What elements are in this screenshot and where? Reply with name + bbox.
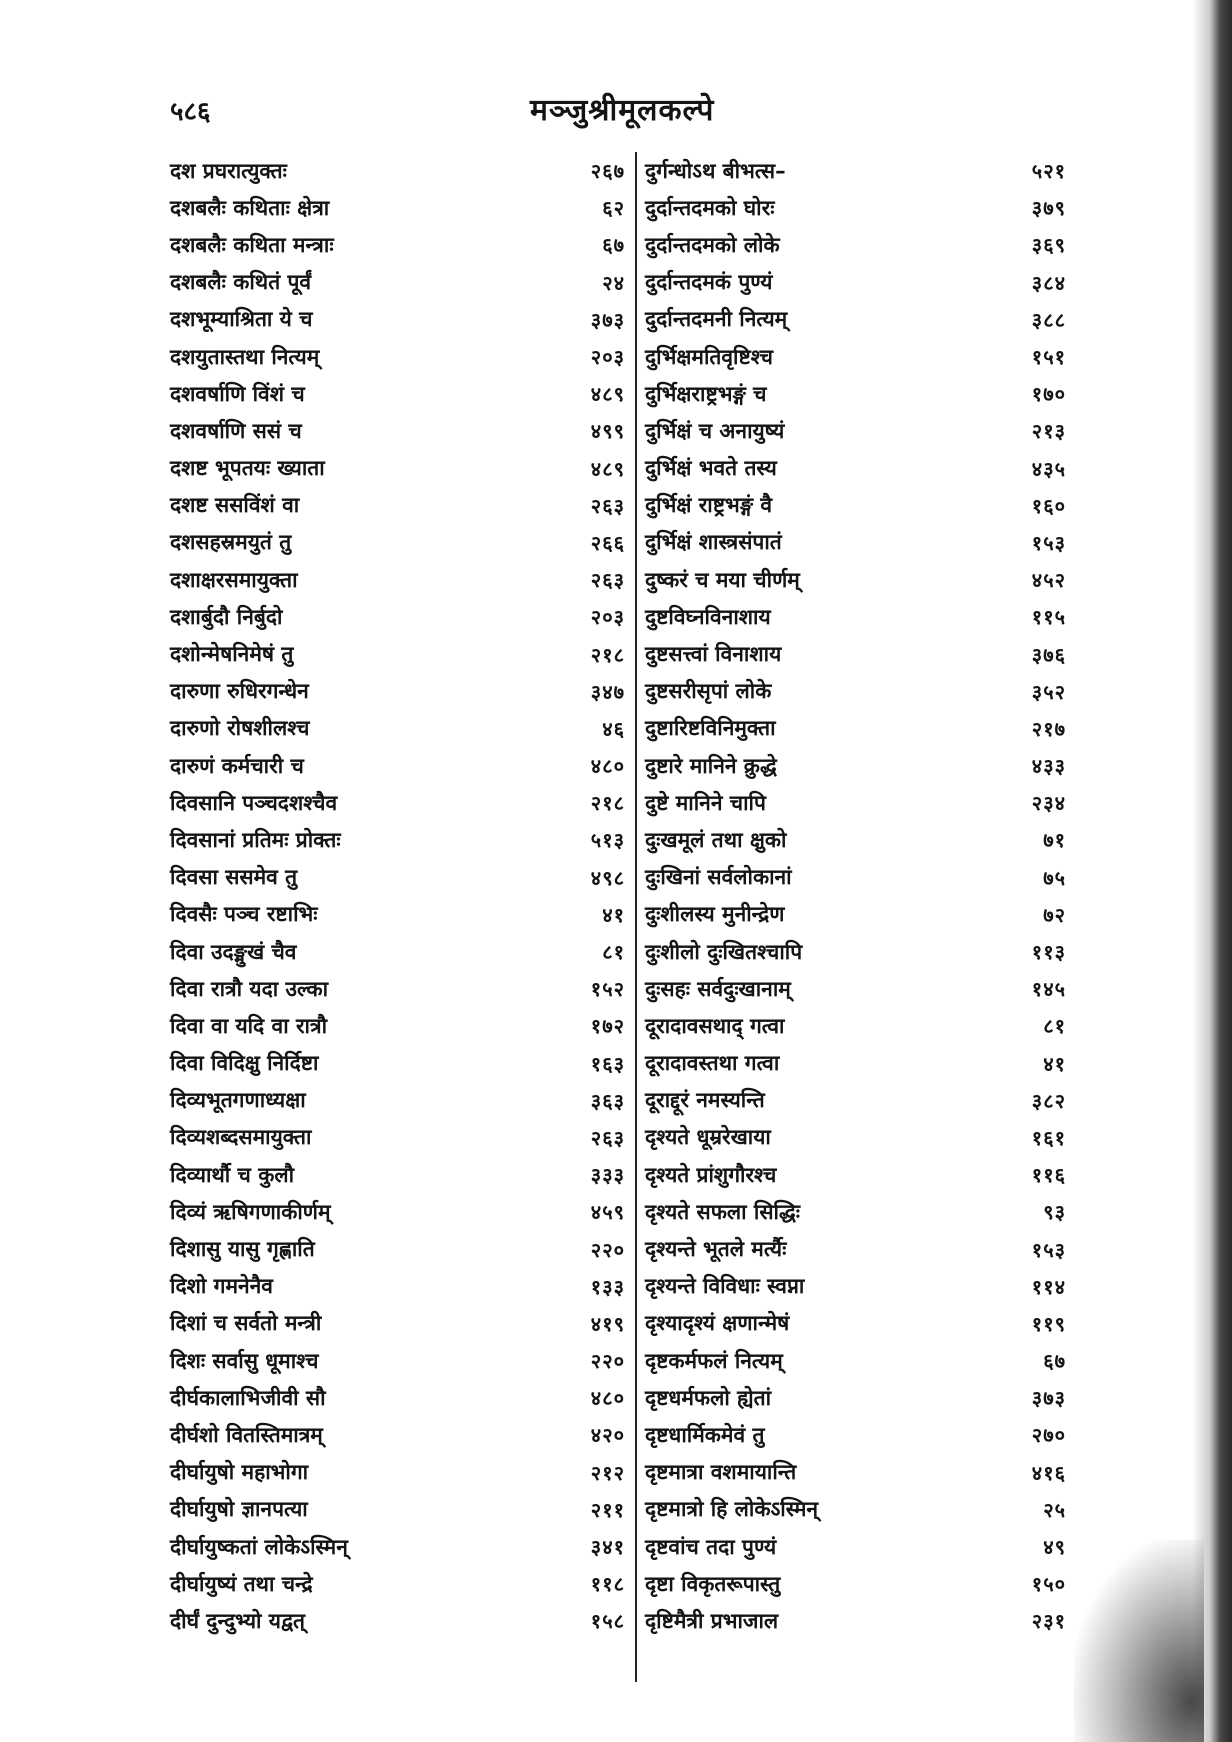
index-entry: [645, 226, 1070, 263]
page-reference: १७२: [590, 1014, 625, 1039]
page-reference: ६२: [602, 196, 625, 221]
page-reference: ५१३: [590, 828, 625, 853]
page-reference: ३८२: [1031, 1088, 1066, 1113]
page-reference: २४: [602, 270, 625, 295]
page-header: [170, 92, 1050, 132]
verse-text: दिवसानि पञ्चदशश्चैव: [170, 790, 338, 815]
verse-text: दिवा उदङ्मुखं चैव: [170, 939, 297, 964]
index-entry: [645, 1602, 1070, 1639]
page-reference: ३८८: [1031, 307, 1066, 332]
page-reference: ४२०: [590, 1423, 625, 1448]
index-entry: [170, 1156, 625, 1193]
index-entry: [170, 970, 625, 1007]
verse-text: दिशो गमनेनैव: [170, 1274, 273, 1299]
verse-text: दशवर्षाणि विंशं च: [170, 381, 305, 406]
index-entry: [170, 189, 625, 226]
verse-text: दिशासु यासु गृह्णाति: [170, 1237, 315, 1262]
index-entry: [645, 635, 1070, 672]
index-entry: [170, 1602, 625, 1639]
page-reference: ४१: [1043, 1051, 1066, 1076]
index-entry: [170, 226, 625, 263]
index-entry: [170, 524, 625, 561]
verse-text: दुष्टसत्त्वां विनाशाय: [645, 642, 782, 667]
page-reference: ३४७: [590, 679, 625, 704]
verse-text: दुष्करं च मया चीर्णम्: [645, 567, 800, 592]
verse-text: दुर्दान्तदमकं पुण्यं: [645, 270, 773, 295]
column-divider: [635, 152, 637, 1682]
page-reference: ४५९: [590, 1200, 625, 1225]
page-reference: ३७६: [1031, 642, 1066, 667]
page-reference: २३४: [1031, 791, 1066, 816]
page-reference: ४८०: [590, 754, 625, 779]
page-reference: १६०: [1031, 493, 1066, 518]
index-right-column: [645, 152, 1070, 1640]
index-entry: [170, 710, 625, 747]
verse-text: दृष्टमात्रो हि लोकेऽस्मिन्: [645, 1497, 819, 1522]
page-reference: ११६: [1031, 1163, 1066, 1188]
page-reference: २१७: [1031, 716, 1066, 741]
page-reference: २१३: [1031, 419, 1066, 444]
index-entry: [170, 1119, 625, 1156]
page-reference: ४३५: [1031, 456, 1066, 481]
verse-text: दिव्यशब्दसमायुक्ता: [170, 1125, 312, 1150]
index-entry: [170, 375, 625, 412]
index-entry: [645, 1416, 1070, 1453]
page-number: ५८६: [170, 97, 211, 127]
page-reference: १५३: [1031, 530, 1066, 555]
index-entry: [170, 1379, 625, 1416]
page-reference: ४३३: [1031, 754, 1066, 779]
page-reference: ५२१: [1031, 159, 1066, 184]
page-reference: ४८०: [590, 1386, 625, 1411]
page-reference: १५२: [590, 977, 625, 1002]
index-entry: [645, 1119, 1070, 1156]
verse-text: दीर्घायुषो ज्ञानपत्या: [170, 1497, 308, 1522]
verse-text: दिवसानां प्रतिमः प्रोक्तः: [170, 827, 341, 852]
index-entry: [645, 487, 1070, 524]
verse-text: दुर्भिक्षं राष्ट्रभङ्गं वै: [645, 493, 773, 518]
page-reference: २०३: [590, 345, 625, 370]
page-reference: ३६३: [590, 1088, 625, 1113]
index-entry: [170, 264, 625, 301]
index-entry: [645, 1045, 1070, 1082]
verse-text: दृष्टवांच तदा पुण्यं: [645, 1534, 777, 1559]
page-reference: ९३: [1043, 1200, 1066, 1225]
page-reference: २२०: [590, 1237, 625, 1262]
page-edge-shadow: [1192, 0, 1232, 1742]
verse-text: दुष्टारिष्टविनिमुक्ता: [645, 716, 776, 741]
index-entry: [645, 710, 1070, 747]
verse-text: दृष्टधार्मिकमेवं तु: [645, 1422, 765, 1447]
verse-text: दशयुतास्तथा नित्यम्: [170, 344, 320, 369]
verse-text: दुर्दान्तदमनी नित्यम्: [645, 307, 788, 332]
verse-text: दशबलैः कथिताः क्षेत्रा: [170, 195, 330, 220]
page-reference: २११: [590, 1497, 625, 1522]
page-reference: १५८: [590, 1609, 625, 1634]
verse-index: [170, 152, 1070, 1682]
verse-text: दशाक्षरसमायुक्ता: [170, 567, 298, 592]
verse-text: दुष्टारे मानिने क्रुद्धे: [645, 753, 777, 778]
page-reference: ४९: [1043, 1535, 1066, 1560]
verse-text: दृश्यते प्रांशुगौरश्च: [645, 1162, 777, 1187]
verse-text: दशष्ट ससविंशं वा: [170, 493, 300, 518]
verse-text: दुःसहः सर्वदुःखानाम्: [645, 976, 791, 1001]
page-reference: ४८९: [590, 382, 625, 407]
page-reference: १६१: [1031, 1125, 1066, 1150]
page-reference: ६७: [1043, 1349, 1066, 1374]
index-entry: [645, 301, 1070, 338]
verse-text: दश प्रघरात्युक्तः: [170, 158, 287, 183]
page-reference: ८१: [602, 940, 625, 965]
verse-text: दूरादावस्तथा गत्वा: [645, 1051, 780, 1076]
verse-text: दिव्यभूतगणाध्यक्षा: [170, 1088, 306, 1113]
index-entry: [645, 264, 1070, 301]
verse-text: दुर्भिक्षं भवते तस्य: [645, 456, 777, 481]
index-entry: [170, 1528, 625, 1565]
verse-text: दृष्टिमैत्री प्रभाजाल: [645, 1608, 779, 1633]
index-entry: [645, 1305, 1070, 1342]
page-reference: ३६९: [1031, 233, 1066, 258]
index-entry: [170, 1230, 625, 1267]
index-entry: [645, 970, 1070, 1007]
page-reference: १५३: [1031, 1237, 1066, 1262]
index-entry: [645, 747, 1070, 784]
page-reference: ४१: [602, 902, 625, 927]
page-reference: २६३: [590, 568, 625, 593]
page-reference: ७५: [1043, 865, 1066, 890]
index-entry: [645, 821, 1070, 858]
verse-text: दीर्घकालाभिजीवी सौ: [170, 1385, 326, 1410]
page-reference: ११८: [590, 1572, 625, 1597]
index-entry: [170, 1305, 625, 1342]
index-entry: [170, 859, 625, 896]
verse-text: दशबलैः कथितं पूर्वं: [170, 270, 312, 295]
page-reference: ३८४: [1031, 270, 1066, 295]
index-entry: [170, 784, 625, 821]
index-entry: [645, 1268, 1070, 1305]
page-reference: ११४: [1031, 1274, 1066, 1299]
index-entry: [645, 1379, 1070, 1416]
page-reference: ११५: [1031, 605, 1066, 630]
index-entry: [170, 1007, 625, 1044]
index-entry: [645, 784, 1070, 821]
page-reference: ३७९: [1031, 196, 1066, 221]
verse-text: दुर्दान्तदमको घोरः: [645, 195, 775, 220]
index-entry: [170, 673, 625, 710]
index-entry: [170, 896, 625, 933]
index-entry: [645, 1007, 1070, 1044]
page-reference: १५१: [1031, 345, 1066, 370]
verse-text: दृष्टमात्रा वशमायान्ति: [645, 1460, 797, 1485]
index-left-column: [170, 152, 625, 1640]
verse-text: दशोन्मेषनिमेषं तु: [170, 642, 294, 667]
index-entry: [170, 450, 625, 487]
verse-text: दिवा वा यदि वा रात्रौ: [170, 1013, 328, 1038]
index-entry: [170, 561, 625, 598]
index-entry: [645, 189, 1070, 226]
verse-text: दुर्भिक्षं च अनायुष्यं: [645, 418, 785, 443]
index-entry: [645, 933, 1070, 970]
page-reference: ३३३: [590, 1163, 625, 1188]
verse-text: दुःशीलो दुःखितश्चापि: [645, 939, 803, 964]
verse-text: दुष्टे मानिने चापि: [645, 790, 766, 815]
index-entry: [170, 1565, 625, 1602]
index-entry: [645, 338, 1070, 375]
verse-text: दीर्घायुष्कतां लोकेऽस्मिन्: [170, 1534, 348, 1559]
page-reference: २७०: [1031, 1423, 1066, 1448]
verse-text: दुर्भिक्षं शास्त्रसंपातं: [645, 530, 782, 555]
verse-text: दुष्टविघ्नविनाशाय: [645, 604, 771, 629]
verse-text: दुःखिनां सर्वलोकानां: [645, 865, 792, 890]
verse-text: दुर्भिक्षराष्ट्रभङ्गं च: [645, 381, 767, 406]
index-entry: [645, 1528, 1070, 1565]
index-entry: [645, 859, 1070, 896]
index-entry: [170, 635, 625, 672]
index-entry: [170, 152, 625, 189]
page-reference: ११३: [1031, 940, 1066, 965]
index-entry: [170, 412, 625, 449]
index-entry: [170, 821, 625, 858]
verse-text: दारुणं कर्मचारी च: [170, 753, 304, 778]
index-entry: [170, 1082, 625, 1119]
verse-text: दीर्घं दुन्दुभ्यो यद्वत्: [170, 1608, 305, 1633]
index-entry: [170, 338, 625, 375]
index-entry: [170, 933, 625, 970]
page-reference: २६३: [590, 493, 625, 518]
verse-text: दृश्यते धूम्ररेखाया: [645, 1125, 771, 1150]
verse-text: दारुणो रोषशीलश्च: [170, 716, 310, 741]
index-entry: [170, 598, 625, 635]
index-entry: [170, 1416, 625, 1453]
index-entry: [645, 1082, 1070, 1119]
page-reference: २३१: [1031, 1609, 1066, 1634]
verse-text: दिशः सर्वासु धूमाश्च: [170, 1348, 319, 1373]
verse-text: दुष्टसरीसृपां लोके: [645, 679, 772, 704]
verse-text: दशष्ट भूपतयः ख्याता: [170, 456, 325, 481]
verse-text: दीर्घायुषो महाभोगा: [170, 1460, 309, 1485]
index-entry: [645, 1193, 1070, 1230]
verse-text: दिवसैः पञ्च रष्टाभिः: [170, 902, 318, 927]
page-reference: ८१: [1043, 1014, 1066, 1039]
verse-text: दृश्यादृश्यं क्षणान्मेषं: [645, 1311, 790, 1336]
index-entry: [645, 598, 1070, 635]
verse-text: दूरादावसथाद् गत्वा: [645, 1013, 785, 1038]
verse-text: दीर्घशो वितस्तिमात्रम्: [170, 1422, 323, 1447]
verse-text: दिशां च सर्वतो मन्त्री: [170, 1311, 322, 1336]
scan-corner-shadow: [1074, 1540, 1204, 1742]
index-entry: [170, 1342, 625, 1379]
verse-text: दशवर्षाणि ससं च: [170, 418, 302, 443]
verse-text: दुर्गन्धोऽथ बीभत्स–: [645, 158, 786, 183]
index-entry: [645, 1454, 1070, 1491]
index-entry: [645, 524, 1070, 561]
page-reference: १४५: [1031, 977, 1066, 1002]
index-entry: [645, 1565, 1070, 1602]
verse-text: दुर्दान्तदमको लोके: [645, 232, 780, 257]
page-reference: ६७: [602, 233, 625, 258]
page-reference: ४९८: [590, 865, 625, 890]
page-reference: २६७: [590, 159, 625, 184]
verse-text: दृश्यन्ते विविधाः स्वप्ना: [645, 1274, 805, 1299]
page-reference: ११९: [1031, 1311, 1066, 1336]
page-reference: २६३: [590, 1125, 625, 1150]
page-reference: २१८: [590, 791, 625, 816]
index-entry: [170, 1193, 625, 1230]
page-reference: ३५२: [1031, 679, 1066, 704]
verse-text: दशबलैः कथिता मन्त्राः: [170, 232, 334, 257]
index-entry: [170, 1454, 625, 1491]
verse-text: दृष्टधर्मफलो ह्येतां: [645, 1385, 772, 1410]
verse-text: दृष्टा विकृतरूपास्तु: [645, 1571, 781, 1596]
page-reference: २१८: [590, 642, 625, 667]
verse-text: दिवा रात्रौ यदा उल्का: [170, 976, 329, 1001]
running-title: मञ्जुश्रीमूलकल्पे: [530, 93, 715, 128]
verse-text: दृष्टकर्मफलं नित्यम्: [645, 1348, 783, 1373]
index-entry: [645, 561, 1070, 598]
verse-text: दारुणा रुधिरगन्धेन: [170, 679, 309, 704]
verse-text: दृश्यते सफला सिद्धिः: [645, 1199, 801, 1224]
page-reference: ३४१: [590, 1535, 625, 1560]
verse-text: दिव्यं ऋषिगणाकीर्णम्: [170, 1199, 331, 1224]
page-reference: ४९९: [590, 419, 625, 444]
index-entry: [645, 450, 1070, 487]
page-reference: ४८९: [590, 456, 625, 481]
index-entry: [170, 301, 625, 338]
verse-text: दुःखमूलं तथा क्षुको: [645, 827, 787, 852]
page-reference: १५०: [1031, 1572, 1066, 1597]
index-entry: [170, 1045, 625, 1082]
index-entry: [170, 1491, 625, 1528]
index-entry: [645, 1342, 1070, 1379]
page-reference: २६६: [590, 530, 625, 555]
verse-text: दृश्यन्ते भूतले मर्त्यैः: [645, 1237, 787, 1262]
index-entry: [645, 412, 1070, 449]
index-entry: [645, 1491, 1070, 1528]
page-reference: ३७३: [590, 307, 625, 332]
verse-text: दुःशीलस्य मुनीन्द्रेण: [645, 902, 785, 927]
page-reference: २०३: [590, 605, 625, 630]
verse-text: दशार्बुदौ निर्बुदो: [170, 604, 283, 629]
page-reference: २२०: [590, 1349, 625, 1374]
page-reference: ४५२: [1031, 568, 1066, 593]
verse-text: दीर्घायुष्यं तथा चन्द्रे: [170, 1571, 313, 1596]
index-entry: [645, 673, 1070, 710]
page-reference: ७२: [1043, 902, 1066, 927]
index-entry: [645, 896, 1070, 933]
verse-text: दिवा विदिक्षु निर्दिष्टा: [170, 1051, 319, 1076]
index-entry: [645, 152, 1070, 189]
index-entry: [645, 1156, 1070, 1193]
page-reference: ३७३: [1031, 1386, 1066, 1411]
page-reference: १७०: [1031, 382, 1066, 407]
verse-text: दिवसा ससमेव तु: [170, 865, 298, 890]
verse-text: दशभूम्याश्रिता ये च: [170, 307, 313, 332]
verse-text: दुर्भिक्षमतिवृष्टिश्च: [645, 344, 774, 369]
page-reference: १३३: [590, 1274, 625, 1299]
verse-text: दिव्यार्थौ च कुलौ: [170, 1162, 295, 1187]
index-entry: [170, 747, 625, 784]
index-entry: [170, 487, 625, 524]
verse-text: दशसहस्रमयुतं तु: [170, 530, 292, 555]
page-reference: ४१९: [590, 1311, 625, 1336]
page-reference: २५: [1043, 1497, 1066, 1522]
index-entry: [645, 1230, 1070, 1267]
page-reference: ७१: [1043, 828, 1066, 853]
page-reference: ४१६: [1031, 1460, 1066, 1485]
page-reference: १६३: [590, 1051, 625, 1076]
page-reference: २१२: [590, 1460, 625, 1485]
verse-text: दूराद्दूरं नमस्यन्ति: [645, 1088, 765, 1113]
index-entry: [170, 1268, 625, 1305]
page-reference: ४६: [602, 716, 625, 741]
index-entry: [645, 375, 1070, 412]
